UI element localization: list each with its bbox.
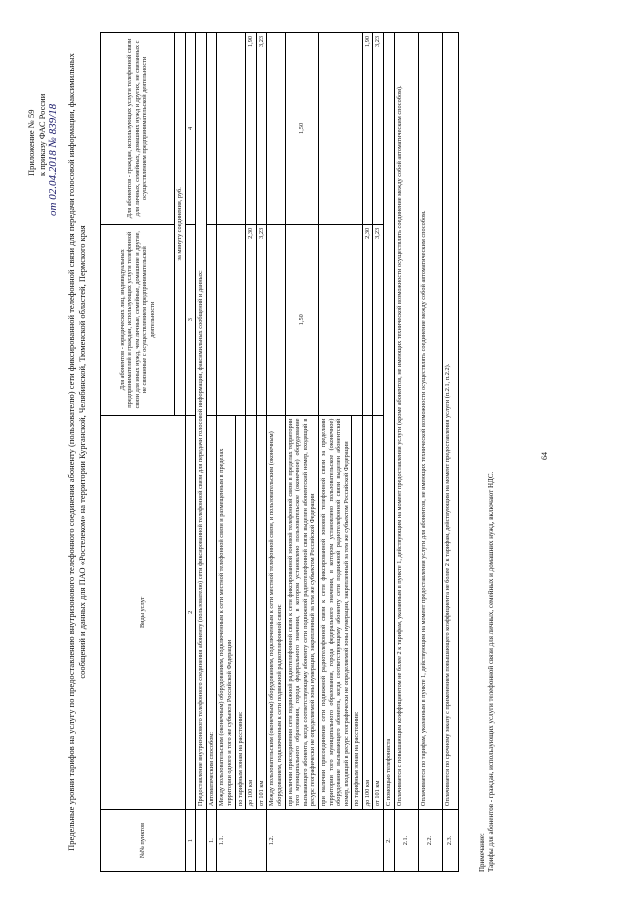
table-row <box>285 33 318 872</box>
row-num: 2. <box>384 810 395 872</box>
row-value-3 <box>206 224 217 415</box>
row-label: от 101 км <box>256 415 267 809</box>
value-11b-col4: 3,23 <box>256 33 267 225</box>
col-number-4: 4 <box>185 33 196 225</box>
appendix-block <box>26 26 59 286</box>
footnote-text: Тарифы для абонентов - граждан, использующих услуги телефонной связи для личных, семейных и домашних нужд, включают НДС. <box>487 471 495 872</box>
table-row <box>373 33 384 872</box>
header-services: Виды услуг <box>101 415 186 809</box>
row-text: С помощью телефониста <box>384 33 395 810</box>
appendix-date: от 02.04.2018 № 839/18 <box>47 103 59 216</box>
col-number-3: 3 <box>185 224 196 415</box>
value-12b2-col3: 3,23 <box>373 224 384 415</box>
row-num: 2.2. <box>418 810 442 872</box>
row-num: 2.1. <box>394 810 418 872</box>
row-value-4 <box>206 33 217 225</box>
footnote-title: Примечание: <box>478 833 486 872</box>
row-label: от 101 км <box>373 415 384 809</box>
header-citizens: Для абонентов - граждан, использующих услуги телефонной связи для личных, семейных, домашних нужд и других, не связанных с осуществлением предпринимательской деятельности <box>101 33 175 225</box>
row-text: Оплачивается по тарифам, указанным в пункте 1, действующим на момент предоставления услуги для абонентов, не имеющих технической возможности осуществлять соединение между собой автоматическим способом. <box>418 33 442 810</box>
value-11b-col3: 3,23 <box>256 224 267 415</box>
row-num: 1. <box>206 810 217 872</box>
row-text: Автоматическим способом: <box>206 415 217 809</box>
row-text: при наличии присоединения сети подвижной радиотелефонной связи к сети фиксированной зоновой телефонной связи за пределами территории того муниципального образования, города федерального значения, в котором установлено пользовательское (оконечное) оборудование вызывающего абонента, когда соответствующему абоненту сети подвижной радиотелефонной связи выделен абонентский номер, входящий в ресурс географически не определяемой зоны нумерации, закрепленный за тем же субъектом Российской Федерации <box>318 415 351 809</box>
row-num: 2.3. <box>442 810 458 872</box>
table-row <box>442 33 458 872</box>
row-label: до 100 км <box>362 415 373 809</box>
document-title: Предельные уровни тарифов на услугу по предоставлению внутризонового телефонного соединения абоненту (пользователю) сети фиксированной телефонной связи для передачи голосовой информации, факсимильных сообщений и данных для ПАО «Ростелеком» на территории Курганской, Челябинской, Тюменской областей, Пермского края <box>66 53 87 851</box>
row-value-4 <box>267 33 285 225</box>
row-subtext: по тарифным зонам на расстоянии: <box>235 415 246 809</box>
header-legal: Для абонентов - юридических лиц, индивидуальных предпринимателей и граждан, использующих услуги телефонной связи для иных нужд, чем личные, семейные, домашние и другие, не связанные с осуществлением предпринимательской деятельности <box>101 224 175 415</box>
row-text: Оплачивается по срочному заказу с применением повышающего коэффициента не более 2 к тарифам, действующим на момент предоставления услуги (п.2.1, п.2.2). <box>442 33 458 810</box>
value-12b1-col4: 1,90 <box>362 33 373 225</box>
row-value-4 <box>217 33 246 225</box>
column-number-row <box>185 33 196 872</box>
table-row <box>318 33 351 872</box>
row-num: 1.1. <box>217 810 267 872</box>
section-row <box>196 33 207 872</box>
value-12a-col4: 1,50 <box>285 33 318 225</box>
page-number: 64 <box>540 452 549 460</box>
table-row <box>362 33 373 872</box>
row-text: при наличии присоединения сети подвижной радиотелефонной связи к сети фиксированной зоновой телефонной связи в пределах территории того муниципального образования, города федерального значения, в котором установлено пользовательское (оконечное) оборудование вызывающего абонента, когда соответствующему абоненту сети подвижной радиотелефонной связи выделен абонентский номер, входящий в ресурс географически не определяемой зоны нумерации, закрепленный за тем же субъектом Российской Федерации <box>285 415 318 809</box>
table-row <box>246 33 257 872</box>
row-value-4 <box>318 33 362 225</box>
rotated-document-page <box>20 12 620 892</box>
table-row <box>267 33 285 872</box>
header-num: №№ пунктов <box>101 810 186 872</box>
table-row <box>418 33 442 872</box>
value-11a-col4: 1,90 <box>246 33 257 225</box>
table-row <box>384 33 395 872</box>
footnote <box>478 32 496 872</box>
row-value-3 <box>318 224 362 415</box>
row-value-3 <box>267 224 285 415</box>
row-label: до 100 км <box>246 415 257 809</box>
col-number-1: 1 <box>185 810 196 872</box>
row-subtext: по тарифным зонам на расстоянии: <box>352 415 363 809</box>
row-text: Оплачивается с повышающим коэффициентом не более 2 к тарифам, указанным в пункте 1, действующим на момент предоставления услуги (кроме абонентов, не имеющих технической возможности осуществлять соединение между собой автоматическим способом). <box>394 33 418 810</box>
table-row <box>394 33 418 872</box>
row-text: Между пользовательским (оконечным) оборудованием, подключенным к сети местной телефонной связи и размещенным в пределах территории одного и того же субъекта Российской Федерации <box>217 415 235 809</box>
section-text: Предоставление внутризонового телефонного соединения абоненту (пользователю) сети фиксированной телефонной связи для передачи голосовой информации, факсимильных сообщений и данных: <box>196 33 207 810</box>
appendix-title: Приложение № 59 <box>26 109 36 176</box>
row-num: 1.2. <box>267 810 384 872</box>
table-row <box>217 33 235 872</box>
row-value-3 <box>217 224 246 415</box>
header-per-minute: за минуту соединения, руб. <box>175 33 186 416</box>
value-11a-col3: 2,30 <box>246 224 257 415</box>
header-row <box>101 33 175 872</box>
value-12b2-col4: 3,23 <box>373 33 384 225</box>
table-row <box>256 33 267 872</box>
appendix-order: к приказу ФАС России <box>37 93 47 176</box>
tariff-table <box>100 32 459 872</box>
table-row <box>206 33 217 872</box>
value-12b1-col3: 2,30 <box>362 224 373 415</box>
section-num-cell <box>196 810 207 872</box>
col-number-2: 2 <box>185 415 196 809</box>
value-12a-col3: 1,50 <box>285 224 318 415</box>
row-text: Между пользовательским (оконечным) оборудованием, подключенным к сети местной телефонной связи, и пользовательским (оконечным) оборудованием, подключенным к сети подвижной радиотелефонной связи: <box>267 415 285 809</box>
